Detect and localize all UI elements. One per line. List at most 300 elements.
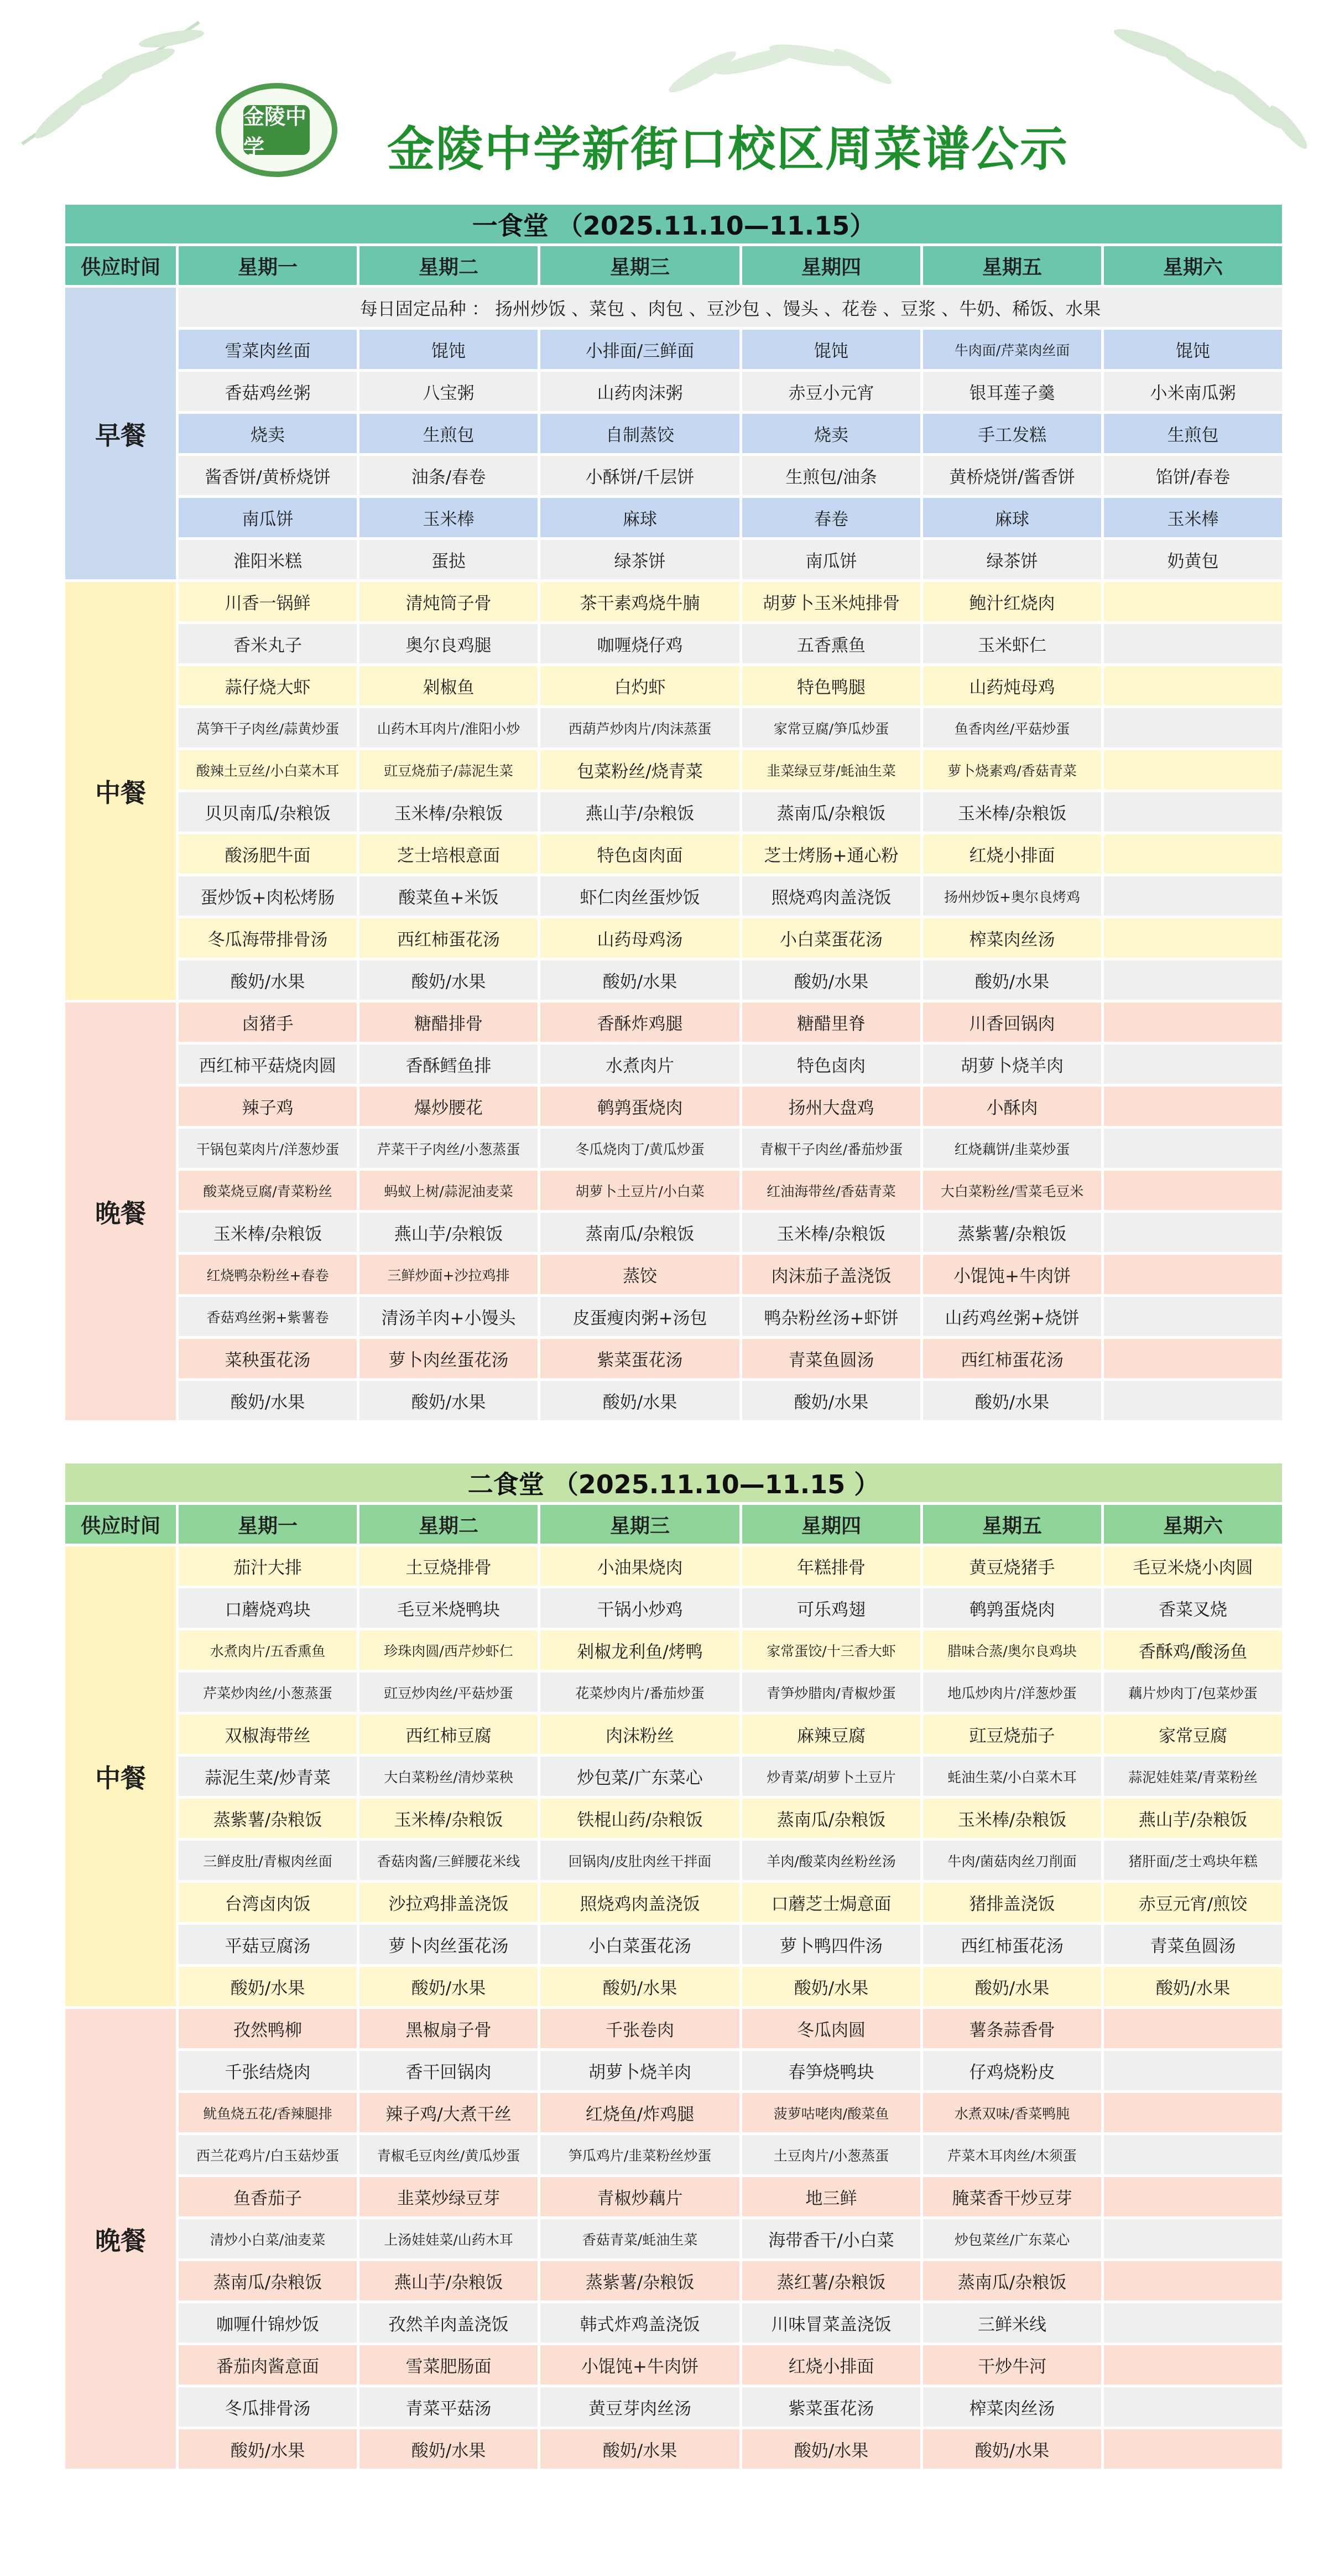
- dish-cell: [1104, 2261, 1282, 2300]
- dish-cell: 红烧鱼/炸鸡腿: [540, 2093, 739, 2132]
- dish-cell: 鱼香茄子: [179, 2177, 357, 2216]
- dish-cell: 萝卜鸭四件汤: [742, 1925, 920, 1964]
- dish-cell: 清炖筒子骨: [359, 582, 538, 621]
- menu-row: [65, 1925, 1282, 1964]
- dish-cell: 海带香干/小白菜: [742, 2219, 920, 2258]
- dish-cell: 酸奶/水果: [923, 1967, 1101, 2006]
- menu-row: [65, 1087, 1282, 1126]
- fixed-items: 每日固定品种 ： 扬州炒饭 、菜包 、肉包 、豆沙包 、馒头 、花卷 、豆浆 、牛奶、稀饭、水果: [179, 288, 1282, 327]
- dish-cell: 油条/春卷: [359, 456, 538, 495]
- dish-cell: 茶干素鸡烧牛腩: [540, 582, 739, 621]
- dish-cell: 五香熏鱼: [742, 624, 920, 663]
- dish-cell: [1104, 1045, 1282, 1084]
- dish-cell: 燕山芋/杂粮饭: [359, 1213, 538, 1252]
- dish-cell: 酸菜烧豆腐/青菜粉丝: [179, 1171, 357, 1210]
- dish-cell: 台湾卤肉饭: [179, 1883, 357, 1922]
- menu-row: [65, 834, 1282, 874]
- dish-cell: 蛋挞: [359, 540, 538, 579]
- dish-cell: 咖喱烧仔鸡: [540, 624, 739, 663]
- school-logo-text: 金陵中学: [243, 105, 310, 155]
- dish-cell: 赤豆元宵/煎饺: [1104, 1883, 1282, 1922]
- menu-row: [65, 1381, 1282, 1420]
- dish-cell: 春笋烧鸭块: [742, 2051, 920, 2090]
- dish-cell: 可乐鸡翅: [742, 1588, 920, 1628]
- dish-cell: [1104, 582, 1282, 621]
- dish-cell: 胡萝卜土豆片/小白菜: [540, 1171, 739, 1210]
- day-header: 星期六: [1104, 1505, 1282, 1544]
- dish-cell: 红烧鸭杂粉丝+春卷: [179, 1255, 357, 1294]
- dish-cell: 口蘑烧鸡块: [179, 1588, 357, 1628]
- dish-cell: 馄饨: [1104, 330, 1282, 369]
- dish-cell: [1104, 918, 1282, 958]
- dish-cell: 酸奶/水果: [179, 960, 357, 1000]
- day-header: 星期二: [359, 246, 538, 285]
- dish-cell: 红烧小排面: [923, 834, 1101, 874]
- menu-row: [65, 372, 1282, 411]
- dish-cell: 胡萝卜烧羊肉: [540, 2051, 739, 2090]
- dish-cell: 芹菜炒肉丝/小葱蒸蛋: [179, 1673, 357, 1712]
- dish-cell: 青椒干子肉丝/番茄炒蛋: [742, 1129, 920, 1168]
- dish-cell: [1104, 2429, 1282, 2469]
- dish-cell: 蒜仔烧大虾: [179, 666, 357, 705]
- day-header: 星期一: [179, 1505, 357, 1544]
- day-header: 星期五: [923, 246, 1101, 285]
- dish-cell: 生煎包/油条: [742, 456, 920, 495]
- dish-cell: 小酥饼/千层饼: [540, 456, 739, 495]
- dish-cell: 手工发糕: [923, 414, 1101, 453]
- dish-cell: 冬瓜排骨汤: [179, 2387, 357, 2427]
- menu-row: [65, 2093, 1282, 2132]
- canteen-title: 二食堂 （2025.11.10—11.15 ）: [65, 1463, 1282, 1502]
- dish-cell: [1104, 2303, 1282, 2343]
- dish-cell: 菠萝咕咾肉/酸菜鱼: [742, 2093, 920, 2132]
- dish-cell: 蒸红薯/杂粮饭: [742, 2261, 920, 2300]
- menu-row: [65, 2303, 1282, 2343]
- dish-cell: 清汤羊肉+小馒头: [359, 1297, 538, 1336]
- dish-cell: 照烧鸡肉盖浇饭: [742, 876, 920, 916]
- dish-cell: 毛豆米烧鸭块: [359, 1588, 538, 1628]
- dish-cell: 香干回锅肉: [359, 2051, 538, 2090]
- dish-cell: 猪排盖浇饭: [923, 1883, 1101, 1922]
- dish-cell: 红油海带丝/香菇青菜: [742, 1171, 920, 1210]
- dish-cell: 酸奶/水果: [359, 2429, 538, 2469]
- meal-label: 中餐: [65, 1546, 176, 2006]
- dish-cell: 馄饨: [359, 330, 538, 369]
- menu-row: [65, 1297, 1282, 1336]
- dish-cell: 山药鸡丝粥+烧饼: [923, 1297, 1101, 1336]
- menu-row: [65, 2261, 1282, 2300]
- dish-cell: 自制蒸饺: [540, 414, 739, 453]
- menu-row: [65, 540, 1282, 579]
- dish-cell: [1104, 2093, 1282, 2132]
- meal-label: 晚餐: [65, 1003, 176, 1420]
- dish-cell: 榨菜肉丝汤: [923, 918, 1101, 958]
- dish-cell: 芹菜木耳肉丝/木须蛋: [923, 2135, 1101, 2174]
- menu-row: [65, 960, 1282, 1000]
- dish-cell: 豇豆炒肉丝/平菇炒蛋: [359, 1673, 538, 1712]
- dish-cell: 香酥鳕鱼排: [359, 1045, 538, 1084]
- dish-cell: 馅饼/春卷: [1104, 456, 1282, 495]
- dish-cell: 酸奶/水果: [923, 1381, 1101, 1420]
- dish-cell: 特色卤肉面: [540, 834, 739, 874]
- dish-cell: 麻球: [540, 498, 739, 537]
- dish-cell: 蒸紫薯/杂粮饭: [923, 1213, 1101, 1252]
- dish-cell: 小排面/三鲜面: [540, 330, 739, 369]
- day-header: 星期五: [923, 1505, 1101, 1544]
- dish-cell: 蒸南瓜/杂粮饭: [179, 2261, 357, 2300]
- dish-cell: 皮蛋瘦肉粥+汤包: [540, 1297, 739, 1336]
- dish-cell: 绿茶饼: [923, 540, 1101, 579]
- dish-cell: 雪菜肥肠面: [359, 2345, 538, 2385]
- dish-cell: 山药肉沫粥: [540, 372, 739, 411]
- menu-row: [65, 2429, 1282, 2469]
- dish-cell: 香菇肉酱/三鲜腰花米线: [359, 1841, 538, 1880]
- menu-row: [65, 1171, 1282, 1210]
- dish-cell: 莴笋干子肉丝/蒜黄炒蛋: [179, 708, 357, 747]
- dish-cell: 烧卖: [742, 414, 920, 453]
- day-header: 星期一: [179, 246, 357, 285]
- dish-cell: 小米南瓜粥: [1104, 372, 1282, 411]
- dish-cell: [1104, 2051, 1282, 2090]
- dish-cell: 酸奶/水果: [742, 960, 920, 1000]
- dish-cell: 干锅小炒鸡: [540, 1588, 739, 1628]
- dish-cell: [1104, 1297, 1282, 1336]
- canteen-title-row: [65, 1463, 1282, 1502]
- dish-cell: 西葫芦炒肉片/肉沫蒸蛋: [540, 708, 739, 747]
- menu-row: [65, 1339, 1282, 1378]
- dish-cell: 雪菜肉丝面: [179, 330, 357, 369]
- dish-cell: 燕山芋/杂粮饭: [1104, 1799, 1282, 1838]
- dish-cell: 酸辣土豆丝/小白菜木耳: [179, 750, 357, 790]
- menu-row: [65, 1129, 1282, 1168]
- dish-cell: 腌菜香干炒豆芽: [923, 2177, 1101, 2216]
- dish-cell: 香菇鸡丝粥: [179, 372, 357, 411]
- dish-cell: 特色卤肉: [742, 1045, 920, 1084]
- dish-cell: 菜秧蛋花汤: [179, 1339, 357, 1378]
- dish-cell: 特色鸭腿: [742, 666, 920, 705]
- dish-cell: 家常蛋饺/十三香大虾: [742, 1630, 920, 1670]
- dish-cell: [1104, 960, 1282, 1000]
- dish-cell: 水煮肉片: [540, 1045, 739, 1084]
- dish-cell: 西红柿平菇烧肉圆: [179, 1045, 357, 1084]
- day-header-row: [65, 1505, 1282, 1544]
- dish-cell: 玉米棒/杂粮饭: [359, 792, 538, 832]
- dish-cell: [1104, 792, 1282, 832]
- dish-cell: 孜然鸭柳: [179, 2009, 357, 2048]
- supply-time-header: 供应时间: [65, 246, 176, 285]
- menu-row: [65, 708, 1282, 747]
- dish-cell: 冬瓜烧肉丁/黄瓜炒蛋: [540, 1129, 739, 1168]
- menu-row: [65, 1213, 1282, 1252]
- dish-cell: 西红柿蛋花汤: [359, 918, 538, 958]
- dish-cell: 三鲜皮肚/青椒肉丝面: [179, 1841, 357, 1880]
- menu-row: [65, 1799, 1282, 1838]
- dish-cell: 麻球: [923, 498, 1101, 537]
- dish-cell: 冬瓜肉圆: [742, 2009, 920, 2048]
- menu-row: [65, 792, 1282, 832]
- dish-cell: 水煮双味/香菜鸭肫: [923, 2093, 1101, 2132]
- dish-cell: 干炒牛河: [923, 2345, 1101, 2385]
- dish-cell: 川香回锅肉: [923, 1003, 1101, 1042]
- dish-cell: 韭菜炒绿豆芽: [359, 2177, 538, 2216]
- dish-cell: 毛豆米烧小肉圆: [1104, 1546, 1282, 1586]
- dish-cell: 芝士培根意面: [359, 834, 538, 874]
- dish-cell: 酸奶/水果: [540, 1381, 739, 1420]
- day-header: 星期四: [742, 1505, 920, 1544]
- dish-cell: 鲍汁红烧肉: [923, 582, 1101, 621]
- dish-cell: 蒸南瓜/杂粮饭: [540, 1213, 739, 1252]
- dish-cell: 清炒小白菜/油麦菜: [179, 2219, 357, 2258]
- dish-cell: 香米丸子: [179, 624, 357, 663]
- dish-cell: [1104, 1087, 1282, 1126]
- dish-cell: [1104, 2009, 1282, 2048]
- dish-cell: 爆炒腰花: [359, 1087, 538, 1126]
- dish-cell: 香酥炸鸡腿: [540, 1003, 739, 1042]
- dish-cell: 牛肉/菌菇肉丝刀削面: [923, 1841, 1101, 1880]
- dish-cell: 包菜粉丝/烧青菜: [540, 750, 739, 790]
- dish-cell: 西红柿豆腐: [359, 1715, 538, 1754]
- dish-cell: 胡萝卜玉米炖排骨: [742, 582, 920, 621]
- dish-cell: 蒸饺: [540, 1255, 739, 1294]
- day-header: 星期三: [540, 246, 739, 285]
- dish-cell: 川香一锅鲜: [179, 582, 357, 621]
- dish-cell: 年糕排骨: [742, 1546, 920, 1586]
- dish-cell: 烧卖: [179, 414, 357, 453]
- dish-cell: 地三鲜: [742, 2177, 920, 2216]
- dish-cell: 腊味合蒸/奥尔良鸡块: [923, 1630, 1101, 1670]
- dish-cell: 糖醋里脊: [742, 1003, 920, 1042]
- dish-cell: 酸奶/水果: [742, 1381, 920, 1420]
- dish-cell: 蒸南瓜/杂粮饭: [742, 792, 920, 832]
- dish-cell: [1104, 1003, 1282, 1042]
- dish-cell: 牛肉面/芹菜肉丝面: [923, 330, 1101, 369]
- dish-cell: 糖醋排骨: [359, 1003, 538, 1042]
- menu-row: [65, 876, 1282, 916]
- dish-cell: 咖喱什锦炒饭: [179, 2303, 357, 2343]
- dish-cell: [1104, 834, 1282, 874]
- dish-cell: 辣子鸡/大煮干丝: [359, 2093, 538, 2132]
- dish-cell: 馄饨: [742, 330, 920, 369]
- dish-cell: 三鲜米线: [923, 2303, 1101, 2343]
- menu-row: [65, 582, 1282, 621]
- dish-cell: 玉米棒/杂粮饭: [923, 792, 1101, 832]
- menu-row: [65, 498, 1282, 537]
- dish-cell: 鹌鹑蛋烧肉: [540, 1087, 739, 1126]
- dish-cell: 南瓜饼: [179, 498, 357, 537]
- dish-cell: 小酥肉: [923, 1087, 1101, 1126]
- dish-cell: [1104, 624, 1282, 663]
- dish-cell: 蚝油生菜/小白菜木耳: [923, 1757, 1101, 1796]
- dish-cell: 黄豆芽肉丝汤: [540, 2387, 739, 2427]
- dish-cell: 回锅肉/皮肚肉丝干拌面: [540, 1841, 739, 1880]
- dish-cell: 酸奶/水果: [359, 960, 538, 1000]
- dish-cell: 酸奶/水果: [1104, 1967, 1282, 2006]
- dish-cell: 紫菜蛋花汤: [540, 1339, 739, 1378]
- menu-row: [65, 1255, 1282, 1294]
- dish-cell: 香菇青菜/蚝油生菜: [540, 2219, 739, 2258]
- dish-cell: [1104, 1255, 1282, 1294]
- dish-cell: 水煮肉片/五香熏鱼: [179, 1630, 357, 1670]
- dish-cell: 青菜鱼圆汤: [742, 1339, 920, 1378]
- dish-cell: 豇豆烧茄子/蒜泥生菜: [359, 750, 538, 790]
- dish-cell: 香菇鸡丝粥+紫薯卷: [179, 1297, 357, 1336]
- dish-cell: 卤猪手: [179, 1003, 357, 1042]
- day-header: 星期三: [540, 1505, 739, 1544]
- dish-cell: 鱿鱼烧五花/香辣腿排: [179, 2093, 357, 2132]
- menu-row: [65, 2177, 1282, 2216]
- dish-cell: 酱香饼/黄桥烧饼: [179, 456, 357, 495]
- menu-row: [65, 1673, 1282, 1712]
- dish-cell: 淮阳米糕: [179, 540, 357, 579]
- dish-cell: 蛋炒饭+肉松烤肠: [179, 876, 357, 916]
- dish-cell: 青椒毛豆肉丝/黄瓜炒蛋: [359, 2135, 538, 2174]
- menu-row: [65, 2387, 1282, 2427]
- day-header: 星期二: [359, 1505, 538, 1544]
- menu-row: [65, 1546, 1282, 1586]
- dish-cell: 小油果烧肉: [540, 1546, 739, 1586]
- dish-cell: 三鲜炒面+沙拉鸡排: [359, 1255, 538, 1294]
- dish-cell: 藕片炒肉丁/包菜炒蛋: [1104, 1673, 1282, 1712]
- dish-cell: [1104, 1339, 1282, 1378]
- dish-cell: 贝贝南瓜/杂粮饭: [179, 792, 357, 832]
- dish-cell: 青椒炒藕片: [540, 2177, 739, 2216]
- dish-cell: 珍珠肉圆/西芹炒虾仁: [359, 1630, 538, 1670]
- meal-label: 早餐: [65, 288, 176, 579]
- day-header: 星期四: [742, 246, 920, 285]
- dish-cell: [1104, 1381, 1282, 1420]
- dish-cell: 酸奶/水果: [179, 2429, 357, 2469]
- dish-cell: 春卷: [742, 498, 920, 537]
- dish-cell: 番茄肉酱意面: [179, 2345, 357, 2385]
- dish-cell: 薯条蒜香骨: [923, 2009, 1101, 2048]
- dish-cell: 蒜泥娃娃菜/青菜粉丝: [1104, 1757, 1282, 1796]
- dish-cell: 芹菜干子肉丝/小葱蒸蛋: [359, 1129, 538, 1168]
- dish-cell: 黄桥烧饼/酱香饼: [923, 456, 1101, 495]
- dish-cell: 茄汁大排: [179, 1546, 357, 1586]
- dish-cell: 蒸南瓜/杂粮饭: [742, 1799, 920, 1838]
- meal-label: 中餐: [65, 582, 176, 1000]
- dish-cell: 酸奶/水果: [923, 2429, 1101, 2469]
- dish-cell: 土豆烧排骨: [359, 1546, 538, 1586]
- dish-cell: [1104, 2387, 1282, 2427]
- dish-cell: 酸奶/水果: [742, 1967, 920, 2006]
- dish-cell: 沙拉鸡排盖浇饭: [359, 1883, 538, 1922]
- dish-cell: [1104, 1129, 1282, 1168]
- dish-cell: 蒸南瓜/杂粮饭: [923, 2261, 1101, 2300]
- dish-cell: 铁棍山药/杂粮饭: [540, 1799, 739, 1838]
- dish-cell: 酸奶/水果: [540, 2429, 739, 2469]
- dish-cell: 青菜鱼圆汤: [1104, 1925, 1282, 1964]
- menu-row: [65, 2219, 1282, 2258]
- dish-cell: 千张卷肉: [540, 2009, 739, 2048]
- dish-cell: 西兰花鸡片/白玉菇炒蛋: [179, 2135, 357, 2174]
- dish-cell: 酸奶/水果: [359, 1967, 538, 2006]
- menu-row: [65, 1045, 1282, 1084]
- dish-cell: 家常豆腐/笋瓜炒蛋: [742, 708, 920, 747]
- menu-row: [65, 1841, 1282, 1880]
- dish-cell: 豇豆烧茄子: [923, 1715, 1101, 1754]
- menu-row: [65, 2345, 1282, 2385]
- dish-cell: 千张结烧肉: [179, 2051, 357, 2090]
- dish-cell: 炒包菜/广东菜心: [540, 1757, 739, 1796]
- dish-cell: 青笋炒腊肉/青椒炒蛋: [742, 1673, 920, 1712]
- dish-cell: [1104, 750, 1282, 790]
- dish-cell: 酸奶/水果: [540, 960, 739, 1000]
- dish-cell: 黄豆烧猪手: [923, 1546, 1101, 1586]
- dish-cell: [1104, 2219, 1282, 2258]
- dish-cell: 酸奶/水果: [179, 1967, 357, 2006]
- dish-cell: [1104, 2135, 1282, 2174]
- dish-cell: 冬瓜海带排骨汤: [179, 918, 357, 958]
- dish-cell: 扬州大盘鸡: [742, 1087, 920, 1126]
- dish-cell: 山药木耳肉片/淮阳小炒: [359, 708, 538, 747]
- dish-cell: [1104, 1171, 1282, 1210]
- menu-row: [65, 1757, 1282, 1796]
- menu-row: [65, 624, 1282, 663]
- dish-cell: 银耳莲子羹: [923, 372, 1101, 411]
- dish-cell: 小馄饨+牛肉饼: [540, 2345, 739, 2385]
- dish-cell: 辣子鸡: [179, 1087, 357, 1126]
- dish-cell: 大白菜粉丝/雪菜毛豆米: [923, 1171, 1101, 1210]
- dish-cell: 羊肉/酸菜肉丝粉丝汤: [742, 1841, 920, 1880]
- dish-cell: 韭菜绿豆芽/蚝油生菜: [742, 750, 920, 790]
- dish-cell: 玉米棒/杂粮饭: [742, 1213, 920, 1252]
- dish-cell: 上汤娃娃菜/山药木耳: [359, 2219, 538, 2258]
- supply-time-header: 供应时间: [65, 1505, 176, 1544]
- menu-row: [65, 414, 1282, 453]
- dish-cell: 玉米棒/杂粮饭: [923, 1799, 1101, 1838]
- menu-row: [65, 1967, 1282, 2006]
- dish-cell: 酸奶/水果: [540, 1967, 739, 2006]
- menu-row: [65, 1715, 1282, 1754]
- dish-cell: 赤豆小元宵: [742, 372, 920, 411]
- dish-cell: 酸奶/水果: [359, 1381, 538, 1420]
- dish-cell: 照烧鸡肉盖浇饭: [540, 1883, 739, 1922]
- school-logo: [216, 83, 337, 177]
- dish-cell: 蒸紫薯/杂粮饭: [179, 1799, 357, 1838]
- dish-cell: [1104, 876, 1282, 916]
- dish-cell: 萝卜烧素鸡/香菇青菜: [923, 750, 1101, 790]
- dish-cell: 榨菜肉丝汤: [923, 2387, 1101, 2427]
- page-title: 金陵中学新街口校区周菜谱公示: [387, 122, 1069, 177]
- dish-cell: 川味冒菜盖浇饭: [742, 2303, 920, 2343]
- dish-cell: 红烧小排面: [742, 2345, 920, 2385]
- day-header: 星期六: [1104, 246, 1282, 285]
- menu-row: [65, 2051, 1282, 2090]
- menu-row: [65, 1588, 1282, 1628]
- dish-cell: 八宝粥: [359, 372, 538, 411]
- dish-cell: 小馄饨+牛肉饼: [923, 1255, 1101, 1294]
- dish-cell: 地瓜炒肉片/洋葱炒蛋: [923, 1673, 1101, 1712]
- menu-row: [65, 456, 1282, 495]
- dish-cell: 青菜平菇汤: [359, 2387, 538, 2427]
- dish-cell: 奶黄包: [1104, 540, 1282, 579]
- dish-cell: 胡萝卜烧羊肉: [923, 1045, 1101, 1084]
- dish-cell: 双椒海带丝: [179, 1715, 357, 1754]
- dish-cell: 酸奶/水果: [179, 1381, 357, 1420]
- menu-row: [65, 330, 1282, 369]
- dish-cell: 笋瓜鸡片/韭菜粉丝炒蛋: [540, 2135, 739, 2174]
- dish-cell: 玉米棒/杂粮饭: [359, 1799, 538, 1838]
- dish-cell: 酸奶/水果: [923, 960, 1101, 1000]
- dish-cell: 玉米虾仁: [923, 624, 1101, 663]
- dish-cell: [1104, 666, 1282, 705]
- dish-cell: 南瓜饼: [742, 540, 920, 579]
- dish-cell: 西红柿蛋花汤: [923, 1339, 1101, 1378]
- dish-cell: 奥尔良鸡腿: [359, 624, 538, 663]
- dish-cell: 玉米棒: [1104, 498, 1282, 537]
- dish-cell: 黑椒扇子骨: [359, 2009, 538, 2048]
